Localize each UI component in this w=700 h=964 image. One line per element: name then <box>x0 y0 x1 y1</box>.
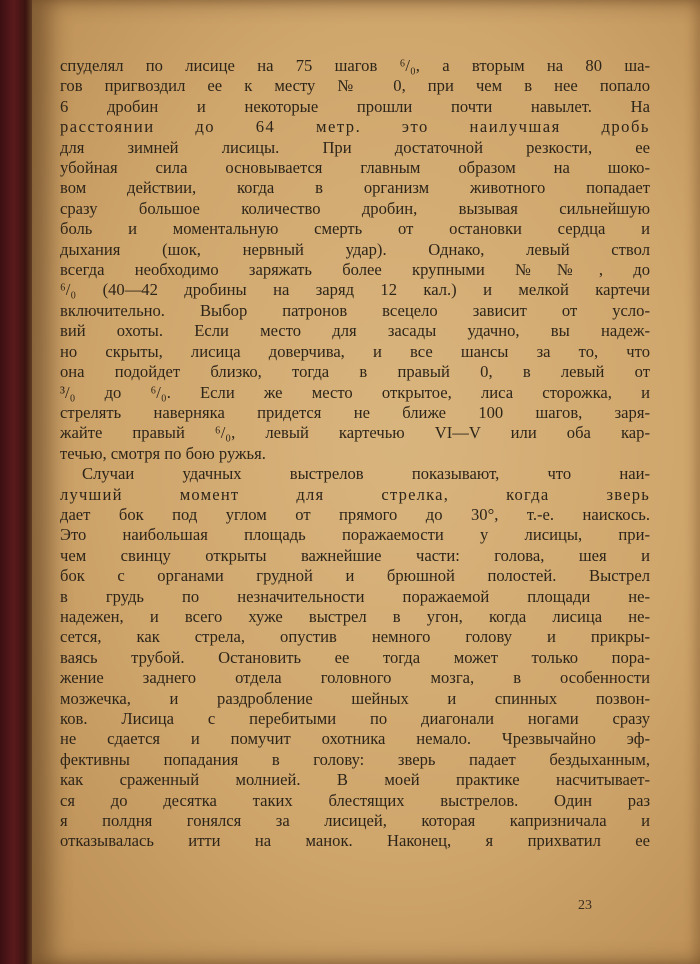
text-line: мозжечка, и раздробление шейных и спинных позвон- <box>60 688 650 708</box>
page-body-text <box>60 56 650 852</box>
text-line: вий охоты. Если место для засады удачно, вы надеж- <box>60 321 650 341</box>
text-line: ⁶/₀ (40—42 дробины на заряд 12 кал.) и мелкой картечи <box>60 280 650 300</box>
text-line: Это наибольшая площадь поражаемости у лисицы, при- <box>60 525 650 545</box>
text-line: для зимней лисицы. При достаточной резкости, ее <box>60 137 650 157</box>
text-line: боль и моментальную смерть от остановки сердца и <box>60 219 650 239</box>
text-line: вом действии, когда в организм животного попадает <box>60 178 650 198</box>
text-line: Случаи удачных выстрелов показывают, что наи- <box>82 464 650 484</box>
text-line: надежен, и всего хуже выстрел в угон, когда лисица не- <box>60 606 650 626</box>
text-line: ков. Лисица с перебитыми по диагонали ногами сразу <box>60 709 650 728</box>
text-line: в грудь по незначительности поражаемой площади не- <box>60 586 650 606</box>
text-line: включительно. Выбор патронов всецело зависит от усло- <box>60 300 650 320</box>
page-number: 23 <box>578 898 592 913</box>
text-line: расстоянии до 64 метр. это наилучшая дробь <box>60 117 650 137</box>
text-line: спуделял по лисице на 75 шагов ⁶/₀, а вторым на 80 ша- <box>60 56 650 75</box>
text-line: сется, как стрела, опустив немного голову и прикры- <box>60 627 650 647</box>
text-line: стрелять наверняка придется не ближе 100 шагов, заря- <box>60 402 650 422</box>
text-line: отказывалась итти на манок. Наконец, я прихватил ее <box>60 831 650 851</box>
text-line: ваясь трубой. Остановить ее тогда может только пора- <box>60 647 650 667</box>
text-line: жайте правый ⁶/₀, левый картечью VI—V или оба кар- <box>60 423 650 443</box>
text-line: фективны попадания в голову: зверь падает бездыханным, <box>60 749 650 769</box>
text-line: дыхания (шок, нервный удар). Однако, левый ствол <box>60 239 650 259</box>
text-line: ся до десятка таких блестящих выстрелов. Один раз <box>60 790 650 810</box>
text-line: ³/₀ до ⁶/₀. Если же место открытое, лиса сторожка, и <box>60 382 650 402</box>
text-line: гов пригвоздил ее к месту № 0, при чем в нее попало <box>60 76 650 96</box>
text-line: лучший момент для стрелка, когда зверь <box>60 484 650 504</box>
book-page <box>32 0 700 964</box>
text-line: чем свинцу открыты важнейшие части: голова, шея и <box>60 545 650 565</box>
text-line: как сраженный молнией. В моей практике насчитывает- <box>60 770 650 790</box>
text-line: жение заднего отдела головного мозга, в особенности <box>60 668 650 688</box>
text-line: не сдается и помучит охотника немало. Чрезвычайно эф- <box>60 729 650 749</box>
text-line: но скрыты, лисица доверчива, и все шансы за то, что <box>60 341 650 361</box>
book-spine <box>0 0 34 964</box>
text-line: сразу большое количество дробин, вызывая сильнейшую <box>60 198 650 218</box>
text-line: дает бок под углом от прямого до 30°, т.-е. наискось. <box>60 504 650 524</box>
text-line: убойная сила основывается главным образом на шоко- <box>60 158 650 178</box>
text-line: бок с органами грудной и брюшной полостей. Выстрел <box>60 566 650 586</box>
text-line: всегда необходимо заряжать более крупными №№, до <box>60 260 650 280</box>
text-line: она подойдет близко, тогда в правый 0, в левый от <box>60 362 650 382</box>
text-line: я полдня гонялся за лисицей, которая капризничала и <box>60 811 650 831</box>
text-line: 6 дробин и некоторые прошли почти навылет. На <box>60 96 650 116</box>
text-line: течью, смотря по бою ружья. <box>60 443 266 463</box>
